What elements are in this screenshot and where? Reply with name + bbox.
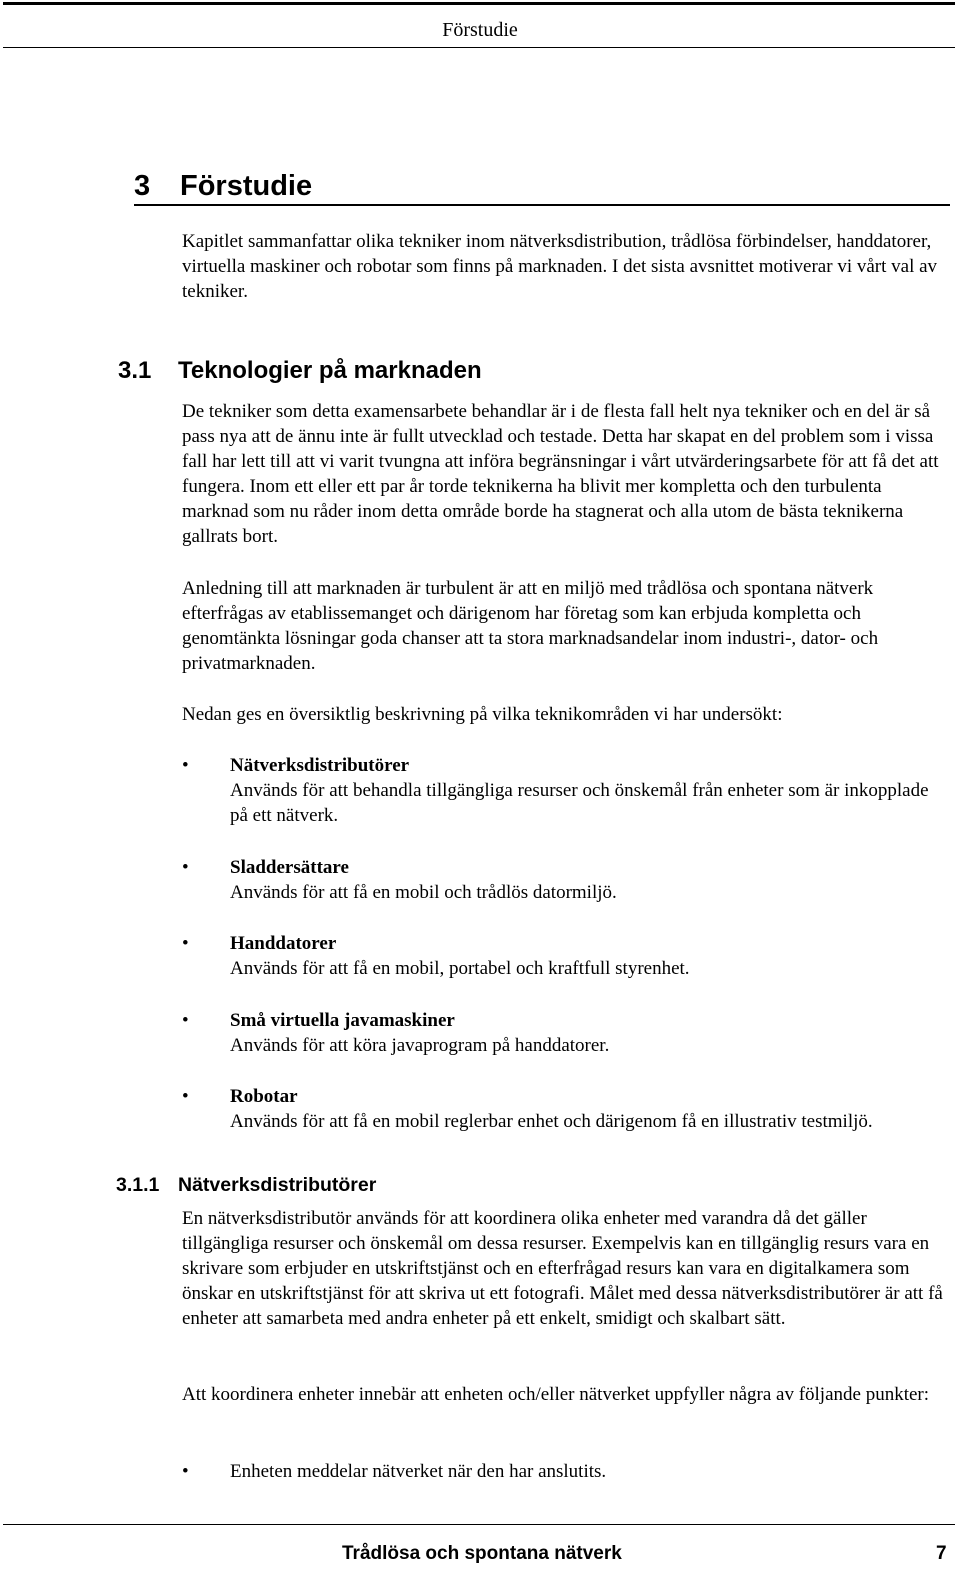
chapter-title: Förstudie [180, 170, 313, 202]
list-item-desc: Används för att få en mobil och trådlös datormiljö. [230, 882, 617, 903]
page-number: 7 [936, 1543, 947, 1564]
list-item-title: Små virtuella javamaskiner [230, 1010, 455, 1031]
header-rule-top [3, 2, 955, 5]
section-number: 3.1 [118, 357, 152, 384]
subsection-title: Nätverksdistributörer [178, 1174, 377, 1196]
subsection-paragraph-1: En nätverksdistributör används för att koordinera olika enheter med varandra då det gäller tillgängliga resurser och önskemål om dessa resurser. Exempelvis kan en tillgänglig resurs vara en skrivare som erbjuder en utskriftstjänst och en efterfrågad resurs kan vara en digitalkamera som önskar en utskriftstjänst för att skriva ut ett fotografi. Målet med dessa nätverksdistributörer är att få enheter att samarbeta med andra enheter på ett enkelt, smidigt och skalbart sätt. [182, 1208, 943, 1329]
list-item-desc: Används för att få en mobil, portabel och kraftfull styrenhet. [230, 958, 690, 979]
intro-paragraph: Kapitlet sammanfattar olika tekniker inom nätverksdistribution, trådlösa förbindelser, handdatorer, virtuella maskiner och robotar som finns på marknaden. I det sista avsnittet motiverar vi vårt val av tekniker. [182, 231, 938, 302]
subsection-heading [116, 1172, 376, 1198]
chapter-number: 3 [134, 170, 151, 202]
list-item-title: Handdatorer [230, 933, 337, 954]
bullet-icon: • [182, 1010, 189, 1031]
bullet-icon: • [182, 933, 189, 954]
footer-title: Trådlösa och spontana nätverk [342, 1543, 622, 1564]
list-item-desc: Används för att köra javaprogram på handdatorer. [230, 1035, 610, 1056]
list-item-title: Nätverksdistributörer [230, 755, 410, 776]
section-title: Teknologier på marknaden [178, 357, 482, 384]
bullet-icon: • [182, 857, 189, 878]
section-paragraph-2: Anledning till att marknaden är turbulent är att en miljö med trådlösa och spontana nätverk efterfrågas av etablissemanget och därigenom har företag som kan erbjuda kompletta och genomtänkta lösningar goda chanser att ta stora marknadsandelar inom industri-, dator- och privatmarknaden. [182, 578, 879, 674]
running-header: Förstudie [442, 19, 518, 41]
footer-rule [3, 1524, 955, 1525]
section-paragraph-1: De tekniker som detta examensarbete behandlar är i de flesta fall helt nya tekniker och en del är så pass nya att de ännu inte är fullt utvecklad och testade. Detta har skapat en del problem som i vissa fall har lett till att vi varit tvungna att införa begränsningar i vårt utvärderingsarbete för att få det att fungera. Inom ett eller ett par år torde teknikerna ha blivit mer kompletta och den turbulenta marknad som nu råder inom detta område borde ha stagnerat och alla utom de bästa teknikerna gallrats bort. [182, 401, 939, 547]
list-item-desc: Används för att få en mobil reglerbar enhet och därigenom få en illustrativ testmiljö. [230, 1111, 873, 1132]
list-item-title: Robotar [230, 1086, 298, 1107]
list-item-desc: Används för att behandla tillgängliga resurser och önskemål från enheter som är inkopplade på ett nätverk. [230, 780, 929, 826]
list-item-desc: Enheten meddelar nätverket när den har anslutits. [230, 1461, 607, 1482]
bullet-icon: • [182, 1461, 189, 1482]
subsection-paragraph-2: Att koordinera enheter innebär att enheten och/eller nätverket uppfyller några av följande punkter: [182, 1384, 930, 1405]
subsection-number: 3.1.1 [116, 1174, 160, 1196]
bullet-icon: • [182, 1086, 189, 1107]
chapter-heading [134, 168, 950, 206]
section-heading [118, 355, 482, 387]
bullet-icon: • [182, 755, 189, 776]
list-item-title: Sladdersättare [230, 857, 349, 878]
section-paragraph-3: Nedan ges en översiktlig beskrivning på vilka teknikområden vi har undersökt: [182, 704, 783, 725]
header-rule-bottom [3, 47, 955, 48]
